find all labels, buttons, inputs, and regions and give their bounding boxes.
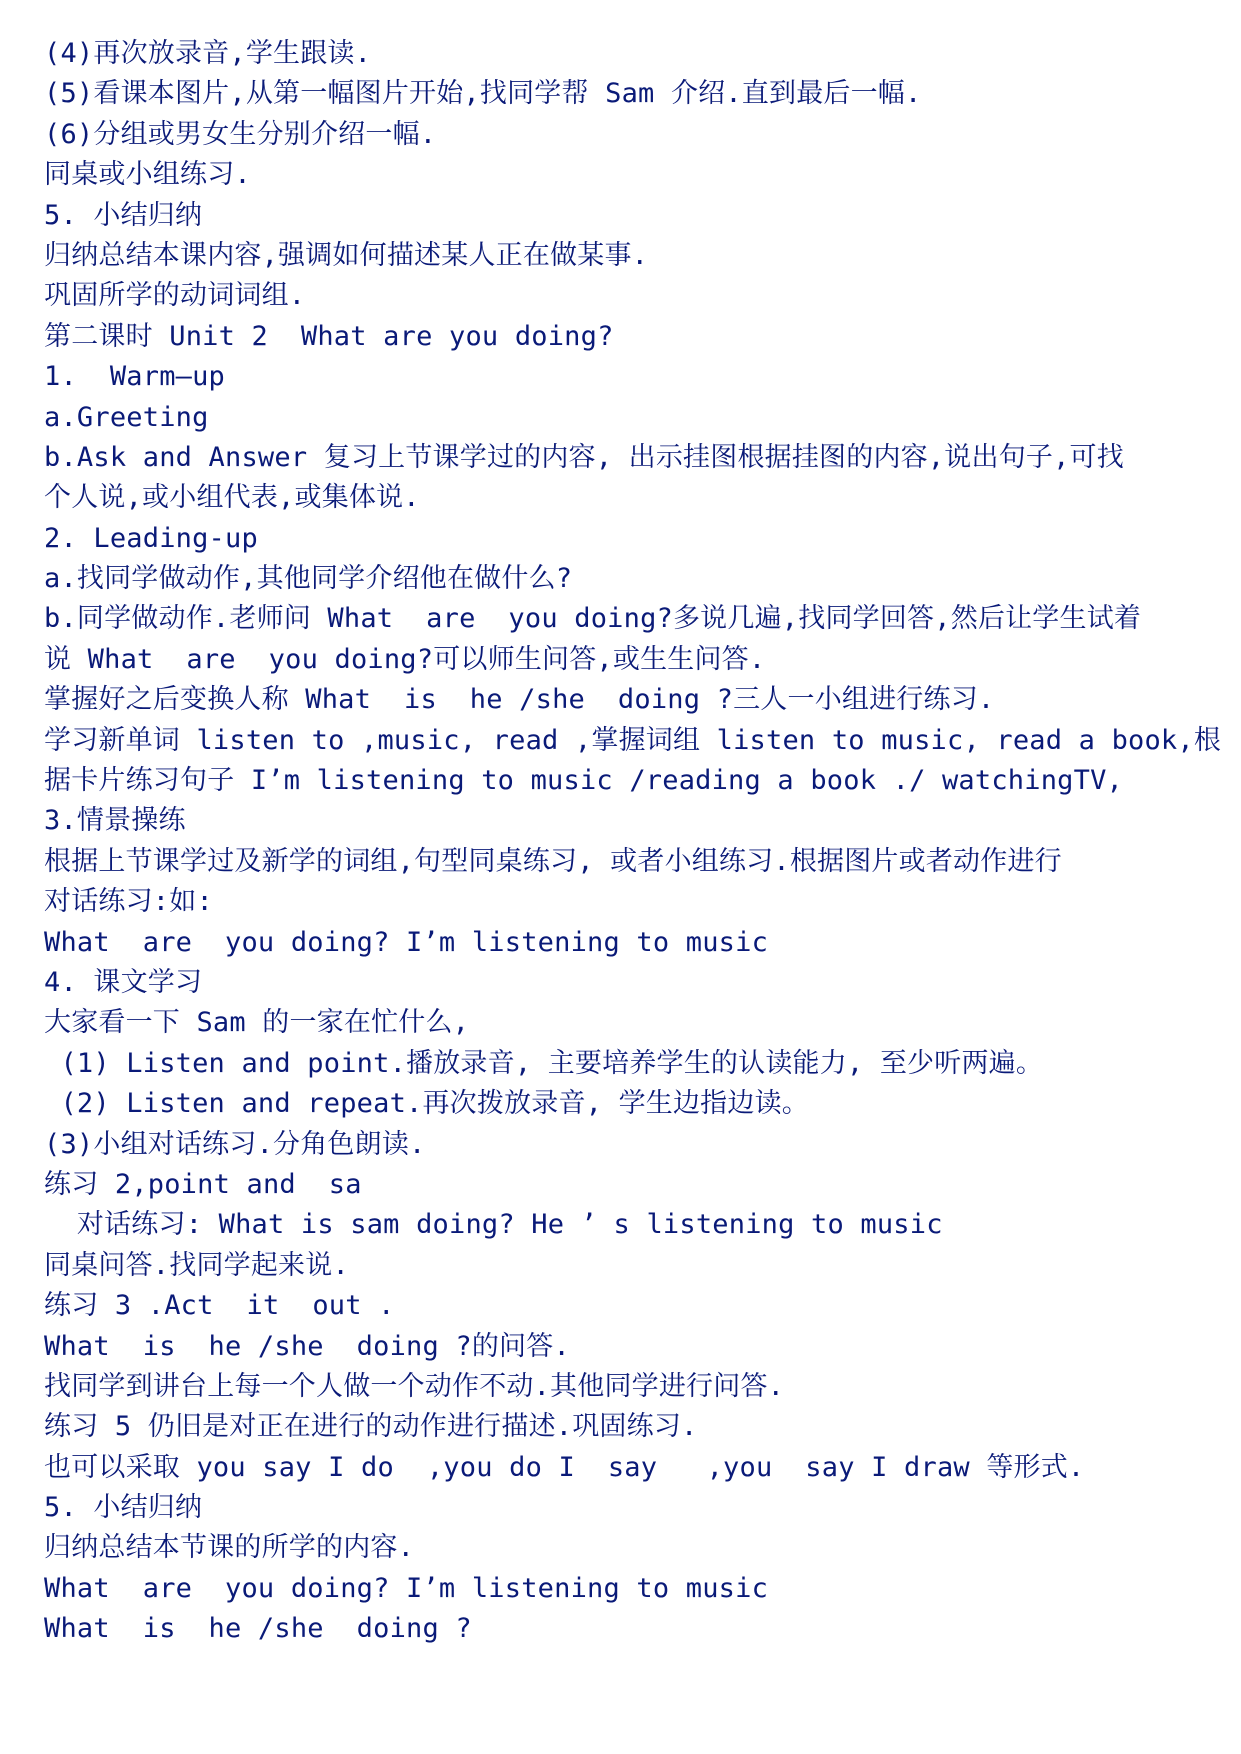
text-line: 根据上节课学过及新学的词组,句型同桌练习, 或者小组练习.根据图片或者动作进行 (44, 845, 1062, 877)
section-heading: 5. 小结归纳 (44, 1492, 203, 1524)
section-heading: 2. Leading-up (44, 522, 258, 554)
text-line: b.同学做动作.老师问 What are you doing?多说几遍,找同学回答,然后让学生试着 (44, 603, 1142, 635)
text-line: (1) Listen and point.播放录音, 主要培养学生的认读能力, 至少听两遍。 (44, 1047, 1044, 1079)
section-heading: 5. 小结归纳 (44, 199, 203, 231)
text-line: 归纳总结本课内容,强调如何描述某人正在做某事. (44, 239, 649, 271)
text-line: 大家看一下 Sam 的一家在忙什么, (44, 1007, 470, 1039)
text-line: (5)看课本图片,从第一幅图片开始,找同学帮 Sam 介绍.直到最后一幅. (44, 78, 922, 110)
text-line: 同桌问答.找同学起来说. (44, 1249, 349, 1281)
text-line: 练习 3 .Act it out . (44, 1290, 395, 1322)
text-line: 掌握好之后变换人称 What is he /she doing ?三人一小组进行练习. (44, 684, 995, 716)
text-line: 练习 2,point and sa (44, 1168, 362, 1200)
section-heading: 1. Warm—up (44, 361, 226, 393)
text-line: (4)再次放录音,学生跟读. (44, 38, 372, 69)
text-line: 练习 5 仍旧是对正在进行的动作进行描述.巩固练习. (44, 1411, 698, 1443)
text-line: a.Greeting (44, 401, 209, 433)
text-line: What are you doing? I’m listening to music (44, 926, 769, 958)
text-line: a.找同学做动作,其他同学介绍他在做什么? (44, 563, 573, 595)
text-line: 据卡片练习句子 I’m listening to music /reading a book ./ watchingTV, (44, 765, 1123, 797)
text-line: (3)小组对话练习.分角色朗读. (44, 1128, 426, 1160)
text-line: 说 What are you doing?可以师生问答,或生生问答. (44, 643, 766, 675)
text-line: What is he /she doing ?的问答. (44, 1330, 570, 1362)
section-heading: 3.情景操练 (44, 805, 186, 837)
text-line: (2) Listen and repeat.再次拨放录音, 学生边指边读。 (44, 1088, 809, 1120)
lesson-heading: 第二课时 Unit 2 What are you doing? (44, 320, 614, 352)
text-line: What are you doing? I’m listening to music (44, 1572, 769, 1604)
text-line: 学习新单词 listen to ,music, read ,掌握词组 listen to music, read a book,根 (44, 724, 1222, 756)
text-line: b.Ask and Answer 复习上节课学过的内容, 出示挂图根据挂图的内容,说出句子,可找 (44, 441, 1124, 473)
document-body (44, 34, 1222, 1650)
text-line: (6)分组或男女生分别介绍一幅. (44, 118, 437, 150)
text-line: 巩固所学的动词词组. (44, 280, 306, 312)
text-line: 对话练习:如: (44, 886, 213, 918)
text-line: 找同学到讲台上每一个人做一个动作不动.其他同学进行问答. (44, 1370, 785, 1402)
section-heading: 4. 课文学习 (44, 966, 203, 998)
text-line: 同桌或小组练习. (44, 159, 251, 191)
text-line: 也可以采取 you say I do ,you do I say ,you say I draw 等形式. (44, 1451, 1085, 1483)
text-line: What is he /she doing ? (44, 1613, 472, 1645)
text-line: 个人说,或小组代表,或集体说. (44, 482, 420, 514)
text-line: 归纳总结本节课的所学的内容. (44, 1532, 415, 1564)
text-line: 对话练习: What is sam doing? He ’ s listening to music (44, 1209, 943, 1241)
